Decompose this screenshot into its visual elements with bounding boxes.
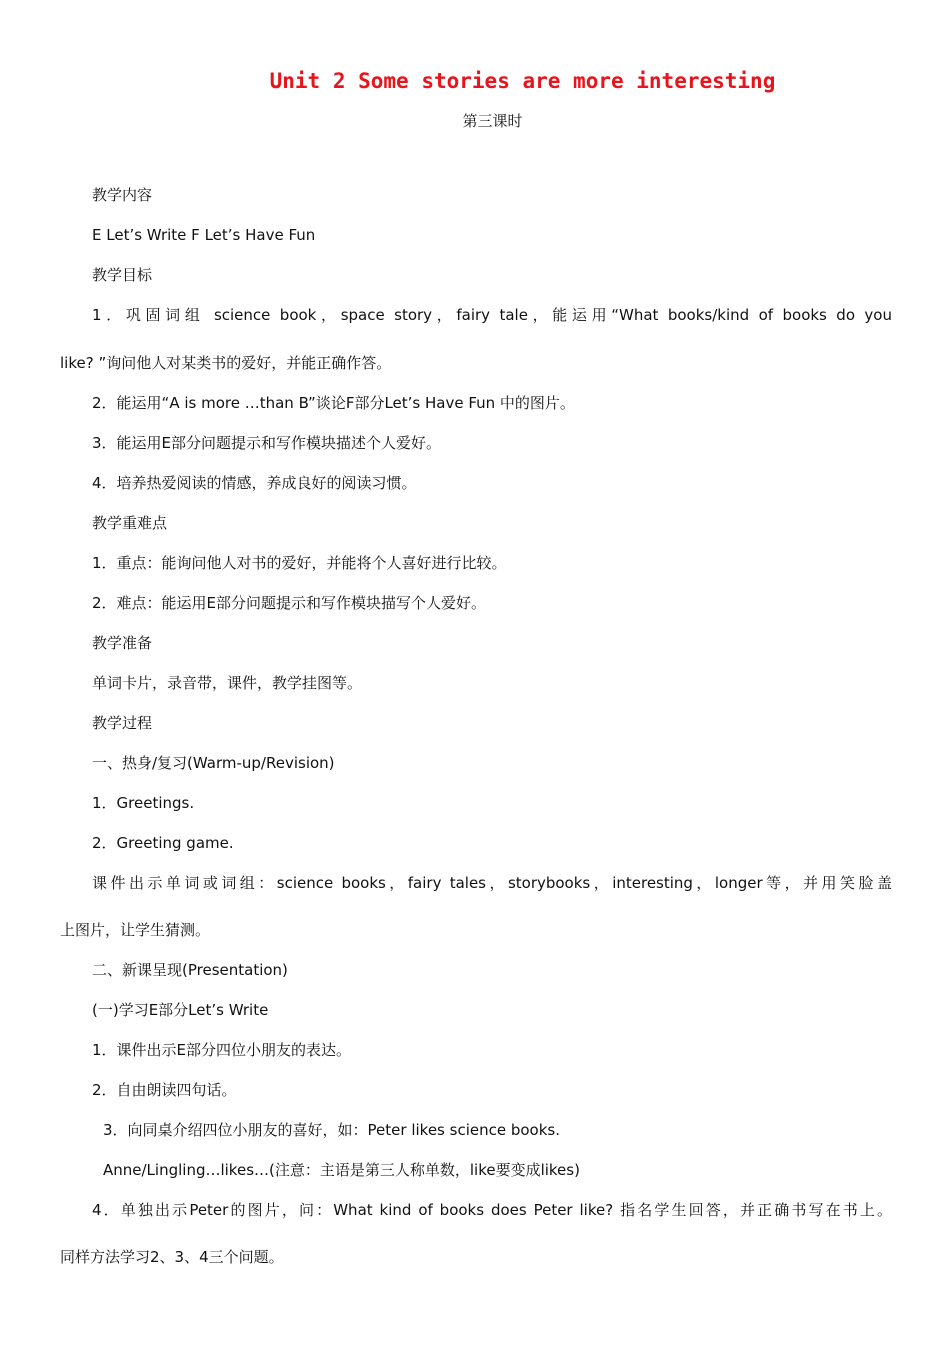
- section-warm-up: 一、热身/复习(Warm-up/Revision): [92, 754, 335, 772]
- goal-1-line-1: 1．巩固词组 science book，space story，fairy tale，能运用“What books/kind of books do you: [92, 306, 892, 324]
- goal-1-line-2: like? ”询问他人对某类书的爱好，并能正确作答。: [60, 354, 392, 372]
- write-step-2: 2．自由朗读四句话。: [92, 1081, 237, 1099]
- document-subtitle: 第三课时: [462, 112, 523, 130]
- warm-up-text-line-1: 课件出示单词或词组：science books，fairy tales，storybooks，interesting，longer等，并用笑脸盖: [92, 874, 892, 892]
- heading-goals: 教学目标: [92, 266, 153, 284]
- preparation-line: 单词卡片，录音带，课件，教学挂图等。: [92, 674, 363, 692]
- heading-preparation: 教学准备: [92, 634, 153, 652]
- write-step-3: 3．向同桌介绍四位小朋友的喜好，如：Peter likes science books.: [103, 1121, 560, 1139]
- content-line: E Let’s Write F Let’s Have Fun: [92, 226, 316, 244]
- subsection-lets-write: (一)学习E部分Let’s Write: [92, 1001, 269, 1019]
- goal-4: 4．培养热爱阅读的情感，养成良好的阅读习惯。: [92, 474, 417, 492]
- heading-content: 教学内容: [92, 186, 153, 204]
- write-step-1: 1．课件出示E部分四位小朋友的表达。: [92, 1041, 352, 1059]
- heading-key-points: 教学重难点: [92, 514, 168, 532]
- heading-process: 教学过程: [92, 714, 153, 732]
- goal-2: 2．能运用“A is more …than B”谈论F部分Let’s Have Fun 中的图片。: [92, 394, 575, 412]
- write-step-4-line-2: 同样方法学习2、3、4三个问题。: [60, 1248, 284, 1266]
- document-title: Unit 2 Some stories are more interesting: [269, 69, 776, 93]
- step-greeting-game: 2．Greeting game.: [92, 834, 234, 852]
- write-step-4-line-1: 4．单独出示Peter的图片，问：What kind of books does Peter like? 指名学生回答，并正确书写在书上。: [92, 1201, 892, 1219]
- goal-3: 3．能运用E部分问题提示和写作模块描述个人爱好。: [92, 434, 442, 452]
- section-presentation: 二、新课呈现(Presentation): [92, 961, 288, 979]
- key-point-2: 2．难点：能运用E部分问题提示和写作模块描写个人爱好。: [92, 594, 487, 612]
- step-greetings: 1．Greetings.: [92, 794, 195, 812]
- key-point-1: 1．重点：能询问他人对书的爱好，并能将个人喜好进行比较。: [92, 554, 507, 572]
- warm-up-text-line-2: 上图片，让学生猜测。: [60, 921, 211, 939]
- write-step-3-note: Anne/Lingling…likes…(注意：主语是第三人称单数，like要变成likes): [103, 1161, 580, 1179]
